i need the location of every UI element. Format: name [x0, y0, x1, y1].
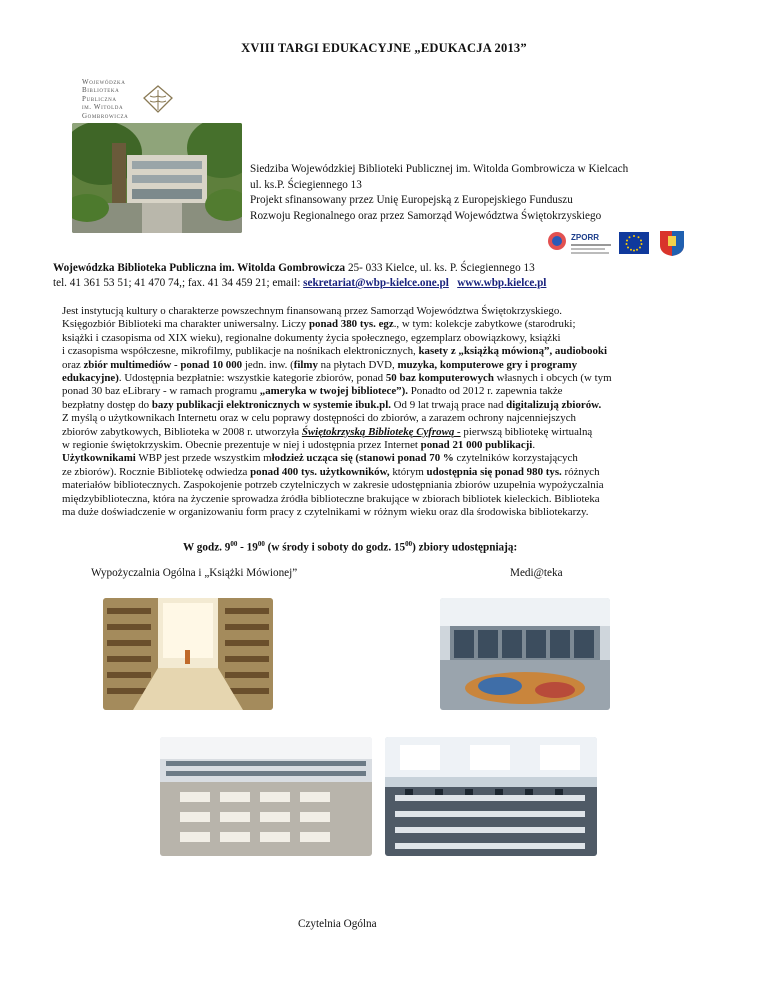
- page-title: XVIII TARGI EDUKACYJNE „EDUKACJA 2013”: [241, 41, 527, 55]
- info-line: Rozwoju Regionalnego oraz przez Samorząd Województwa Świętokrzyskiego: [250, 209, 602, 222]
- caption-reading-room: Czytelnia Ogólna: [298, 918, 377, 930]
- funding-logos: [546, 229, 687, 257]
- info-block: [250, 162, 628, 224]
- logo-text: Wojewódzka Biblioteka Publiczna im. Witolda Gombrowicza: [82, 78, 129, 120]
- zporr-mark-icon: [546, 230, 568, 256]
- description-text: Jest instytucją kultury o charakterze powszechnym finansowaną przez Samorząd Województwa Świętokrzyskiego. Księgozbiór Biblioteki ma charakter uniwersalny. Liczy ponad 380 tys. egz., w tym: kolekcje zabytkowe (starodruki; książki i czasopisma od XIX wieku), regionalne dokumenty życia społecznego, egzemplarz obowiązkowy, książki i czasopisma współczesne, mikrofilmy, publikacje na nośnikach elektronicznych, kasety z „książką mówioną”, audiobooki oraz zbiór multimediów - ponad 10 000 jedn. inw. (filmy na płytach DVD, muzyka, komputerowe gry i programy edukacyjne). Udostępnia bezpłatnie: wszystkie kategorie zbiorów, ponad 50 baz komputerowych własnych i obcych (w tym ponad 30 baz eLibrary - w ramach programu „ameryka w twojej bibliotece”). Ponadto od 2012 r. zapewnia także bezpłatny dostęp do bazy publikacji elektronicznych w systemie ibuk.pl. Od 9 lat trwają prace nad digitalizują zbiorów. Z myślą o użytkownikach Internetu oraz w celu poprawy dostępności do zbiorów, a zarazem ochrony najcenniejszych zbiorów zabytkowych, Biblioteka w 2008 r. utworzyła Świętokrzyską Bibliotekę Cyfrową - pierwszą bibliotekę wirtualną w regionie świętokrzyskim. Obecnie prezentuje w niej i udostępnia przez Internet ponad 21 000 publikacji. Użytkownikami WBP jest przede wszystkim młodzież ucząca się (stanowi ponad 70 % czytelników korzystających ze zbiorów). Rocznie Bibliotekę odwiedza ponad 400 tys. użytkowników, którym udostępnia się ponad 980 tys. różnych materiałów bibliotecznych. Zaspokojenie potrzeb czytelniczych w zakresie udostępniania zbiorów uzupełnia wypożyczalnia międzybiblioteczna, która na życzenie sprowadza źródła biblioteczne brakujące w zbiorach bibliotek kieleckich. Biblioteka ma duże doświadczenie w organizowaniu form pracy z czytelnikami w różnym wieku oraz dla środowiska bibliotekarzy.: [62, 305, 612, 519]
- mediateka-photo: [440, 598, 610, 710]
- book-icon: [140, 82, 176, 118]
- eu-flag-icon: [619, 232, 649, 254]
- region-coat-of-arms-icon: [657, 229, 687, 257]
- contact-block: [53, 261, 546, 291]
- library-building-photo: [72, 123, 242, 233]
- reading-room-photo-2: [385, 737, 597, 856]
- website-link[interactable]: www.wbp.kielce.pl: [457, 277, 547, 289]
- zporr-logo: ZPORR: [546, 230, 611, 256]
- info-line: ul. ks.P. Ściegiennego 13: [250, 178, 362, 191]
- opening-hours: W godz. $9^{00} - 19^{00}$ (w środy i soboty do godz. $15^{00}$) zbiory udostępniają:: [183, 540, 518, 554]
- caption-media: Medi@teka: [510, 567, 563, 579]
- caption-lending: Wypożyczalnia Ogólna i „Książki Mówionej”: [91, 567, 298, 579]
- reading-room-photo-1: [160, 737, 372, 856]
- lending-hall-photo: [103, 598, 273, 710]
- info-line: Siedziba Wojewódzkiej Biblioteki Publicznej im. Witolda Gombrowicza w Kielcach: [250, 163, 629, 175]
- email-link[interactable]: sekretariat@wbp-kielce.one.pl: [303, 277, 449, 289]
- contact-line-2: [53, 276, 546, 291]
- info-line: Projekt sfinansowany przez Unię Europejską z Europejskiego Funduszu: [250, 194, 573, 206]
- contact-line-1: [53, 261, 546, 276]
- address: 25- 033 Kielce, ul. ks. P. Ściegiennego 13: [345, 262, 535, 274]
- phones: tel. 41 361 53 51; 41 470 74,; fax. 41 34 459 21; email:: [53, 277, 304, 289]
- library-name: Wojewódzka Biblioteka Publiczna im. Witolda Gombrowicza: [53, 262, 346, 274]
